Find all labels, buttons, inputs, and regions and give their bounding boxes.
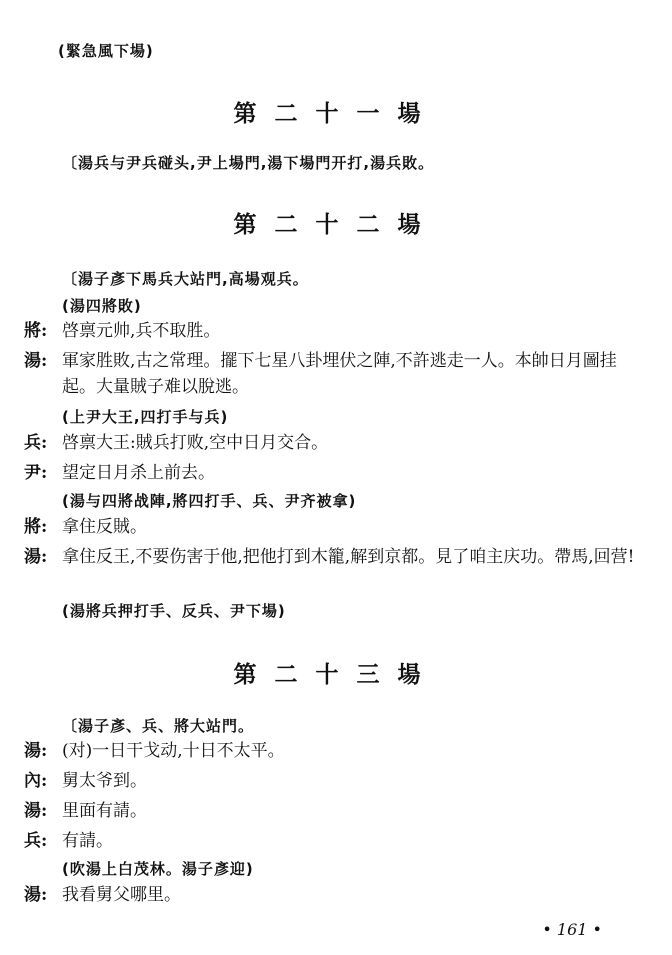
- speech-text: 舅太爷到。: [62, 771, 147, 791]
- scene-23-title: 第二十三場: [233, 662, 439, 688]
- scene-23-stage-1: 〔湯子彥、兵、將大站門。: [62, 717, 255, 735]
- dialogue-line: [24, 460, 636, 486]
- speaker-label: 湯:: [24, 547, 48, 567]
- dialogue-line: [24, 828, 636, 854]
- scene-22-stage-4: (湯与四將战陣,將四打手、兵、尹齐被拿): [62, 492, 357, 510]
- speaker-label: 內:: [24, 771, 48, 791]
- scene-22-stage-2: (湯四將敗): [62, 297, 142, 315]
- speaker-label: 將:: [24, 321, 48, 341]
- dialogue-line: [24, 738, 636, 764]
- speaker-label: 湯:: [24, 351, 48, 371]
- speech-text: 拿住反王,不要伤害于他,把他打到木籠,解到京都。見了咱主庆功。帶馬,回营!: [62, 547, 635, 567]
- dialogue-line: [24, 318, 636, 344]
- speech-text: 拿住反賊。: [62, 517, 147, 537]
- dialogue-line: [24, 430, 636, 456]
- speech-text: 啓禀元帅,兵不取胜。: [62, 321, 221, 341]
- speech-text: 啓禀大王:賊兵打败,空中日月交合。: [62, 433, 329, 453]
- speech-text: (对)一日干戈动,十日不太平。: [62, 741, 285, 761]
- scene-22-title: 第二十二場: [233, 212, 439, 238]
- scene-21-title: 第二十一場: [233, 101, 439, 127]
- dialogue-line: [24, 798, 636, 824]
- speech-text: 軍家胜敗,古之常理。擺下七星八卦埋伏之陣,不許逃走一人。本帥日月圖挂起。大量賊子难以脫逃。: [62, 351, 617, 397]
- speaker-label: 兵:: [24, 831, 48, 851]
- speaker-label: 尹:: [24, 463, 48, 483]
- scene-21-stage: 〔湯兵与尹兵碰头,尹上場門,湯下場門开打,湯兵敗。: [62, 154, 435, 172]
- page-number: • 161 •: [542, 920, 602, 939]
- speech-text: 望定日月杀上前去。: [62, 463, 215, 483]
- dialogue-line: [24, 768, 636, 794]
- scene-22-stage-5: (湯將兵押打手、反兵、尹下場): [62, 602, 286, 620]
- speech-text: 里面有請。: [62, 801, 147, 821]
- dialogue-line: [24, 348, 636, 400]
- speaker-label: 兵:: [24, 433, 48, 453]
- stage-direction-top: (緊急風下場): [58, 42, 154, 60]
- speaker-label: 湯:: [24, 741, 48, 761]
- speaker-label: 湯:: [24, 885, 48, 905]
- speech-text: 有請。: [62, 831, 113, 851]
- speaker-label: 湯:: [24, 801, 48, 821]
- dialogue-line: [24, 514, 636, 540]
- dialogue-line: [24, 882, 636, 908]
- scene-22-stage-1: 〔湯子彥下馬兵大站門,高場观兵。: [62, 270, 309, 288]
- speech-text: 我看舅父哪里。: [62, 885, 181, 905]
- speaker-label: 將:: [24, 517, 48, 537]
- scene-23-stage-2: (吹湯上白茂林。湯子彥迎): [62, 860, 254, 878]
- dialogue-line: [24, 544, 636, 570]
- scene-22-stage-3: (上尹大王,四打手与兵): [62, 408, 229, 426]
